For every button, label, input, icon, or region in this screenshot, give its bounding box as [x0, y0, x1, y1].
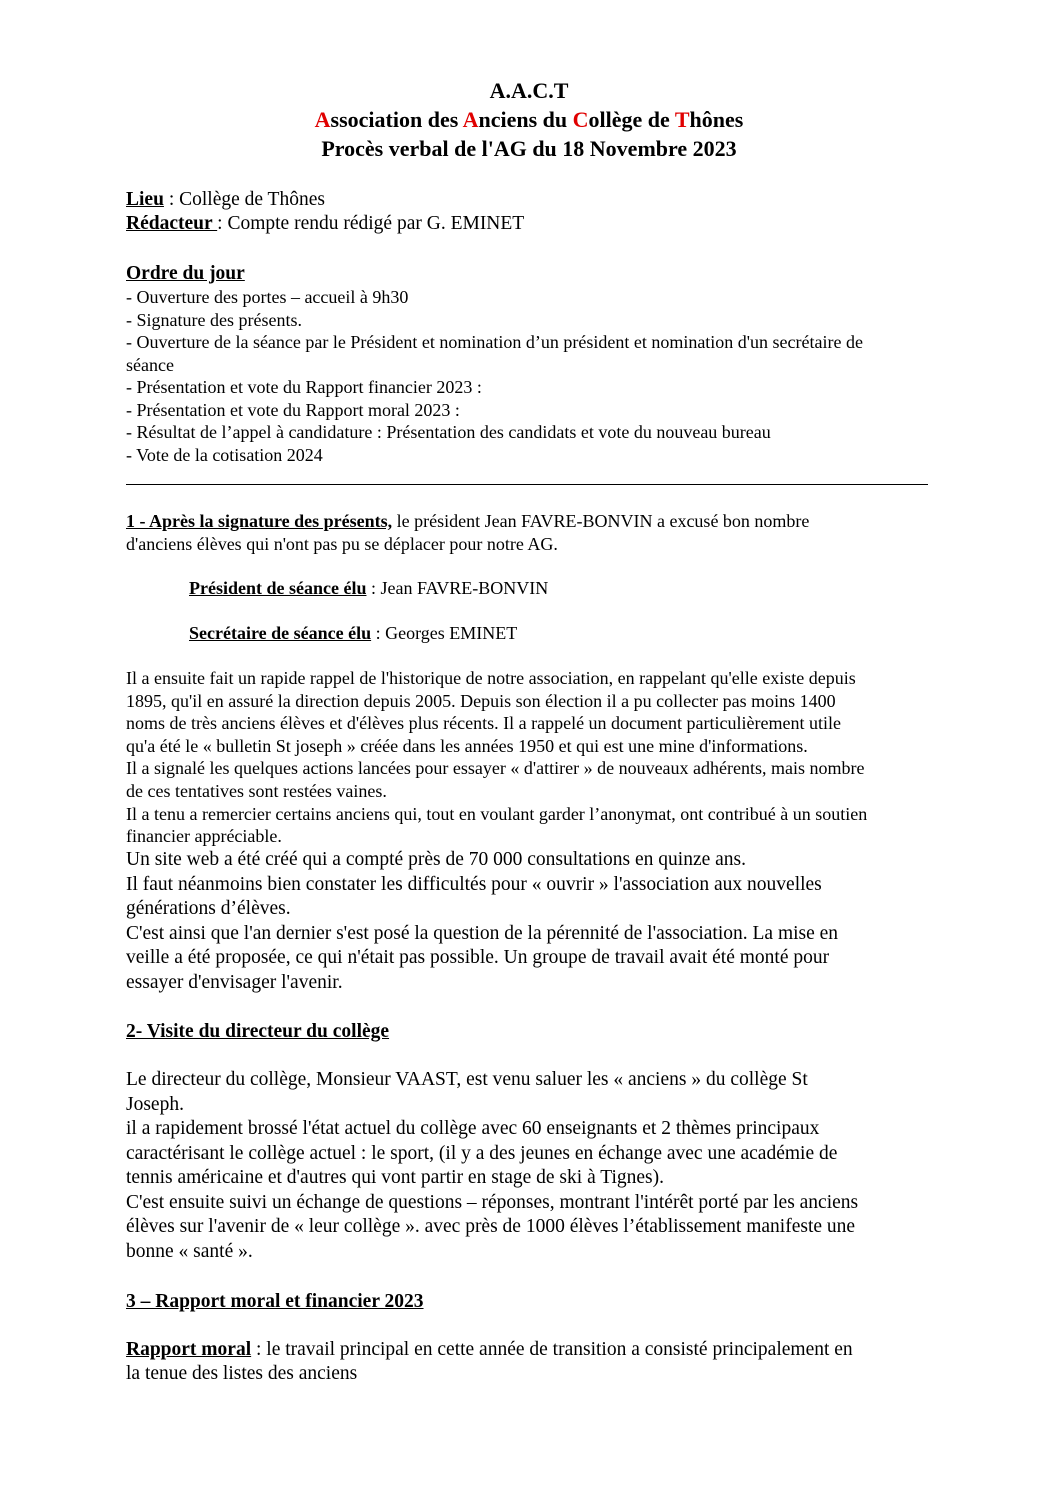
paragraph-line: 1895, qu'il en assuré la direction depuis 2005. Depuis son élection il a pu collecter pas moins 1400	[126, 690, 836, 711]
paragraph-line: noms de très anciens élèves et d'élèves plus récents. Il a rappelé un document particulièrement utile	[126, 713, 841, 734]
section1-body-small	[126, 667, 941, 848]
secretaire-label: Secrétaire de séance élu	[189, 623, 372, 643]
paragraph-line: générations d’élèves.	[126, 898, 291, 919]
title-acronym: A.A.C.T	[489, 78, 569, 103]
redacteur-value: : Compte rendu rédigé par G. EMINET	[217, 213, 525, 234]
paragraph-line: élèves sur l'avenir de « leur collège ». avec près de 1000 élèves l’établissement manifeste une	[126, 1216, 856, 1237]
paragraph-line: essayer d'envisager l'avenir.	[126, 971, 343, 993]
lieu-value: : Collège de Thônes	[163, 189, 325, 210]
president-seance	[189, 577, 548, 599]
section1-body-large	[126, 848, 941, 995]
agenda-item: - Présentation et vote du Rapport financier 2023 :	[126, 377, 482, 397]
agenda-item: - Vote de la cotisation 2024	[126, 444, 323, 465]
agenda-item: - Ouverture de la séance par le Président et nomination d’un président et nomination d'un secrétaire de	[126, 332, 863, 352]
separator-line	[126, 484, 928, 485]
paragraph-line: Le directeur du collège, Monsieur VAAST, est venu saluer les « anciens » du collège St	[126, 1069, 808, 1090]
title-initial-letter: A	[314, 107, 331, 132]
title-text-segment: ollège de	[588, 107, 675, 132]
section3-heading: 3 – Rapport moral et financier 2023	[126, 1291, 424, 1312]
paragraph-line: Il a ensuite fait un rapide rappel de l'historique de notre association, en rappelant qu'elle existe depuis	[126, 668, 856, 688]
agenda-list	[126, 286, 941, 466]
title-text-segment: hônes	[689, 107, 744, 132]
secretaire-value: : Georges EMINET	[371, 623, 518, 643]
paragraph-line: Il a signalé les quelques actions lancées pour essayer « d'attirer » de nouveaux adhérents, mais nombre	[126, 758, 865, 779]
paragraph-line: caractérisant le collège actuel : le sport, (il y a des jeunes en échange avec une académie de	[126, 1142, 838, 1164]
agenda-item: - Résultat de l’appel à candidature : Présentation des candidats et vote du nouveau bureau	[126, 422, 771, 442]
president-value: : Jean FAVRE-BONVIN	[366, 578, 549, 598]
agenda-heading: Ordre du jour	[126, 263, 245, 284]
title-text-segment: ssociation des	[330, 107, 463, 132]
title-initial-letter: T	[674, 107, 690, 132]
title-association-name	[0, 105, 1058, 134]
document-title	[0, 76, 1058, 163]
paragraph-line: qu'a été le « bulletin St joseph » créée dans les années 1950 et qui est une mine d'informations.	[126, 735, 808, 756]
section1-intro-line2: d'anciens élèves qui n'ont pas pu se déplacer pour notre AG.	[126, 534, 558, 554]
lieu-label: Lieu	[126, 189, 164, 210]
title-initial-letter: C	[572, 107, 589, 132]
paragraph-line: bonne « santé ».	[126, 1240, 253, 1262]
agenda-item: séance	[126, 354, 174, 375]
paragraph-line: il a rapidement brossé l'état actuel du collège avec 60 enseignants et 2 thèmes principaux	[126, 1118, 820, 1139]
agenda-item: - Signature des présents.	[126, 309, 302, 330]
secretaire-seance	[189, 622, 517, 644]
section2-heading: 2- Visite du directeur du collège	[126, 1021, 390, 1042]
paragraph-line: Il faut néanmoins bien constater les difficultés pour « ouvrir » l'association aux nouvelles	[126, 873, 822, 895]
agenda-item: - Présentation et vote du Rapport moral 2023 :	[126, 399, 460, 420]
section1-heading: 1 - Après la signature des présents,	[126, 511, 393, 531]
redacteur-label: Rédacteur	[126, 213, 218, 234]
paragraph-line: de ces tentatives sont restées vaines.	[126, 780, 387, 801]
paragraph-line: Joseph.	[126, 1093, 184, 1115]
title-subject: Procès verbal de l'AG du 18 Novembre 2023	[321, 136, 737, 161]
meta-redacteur	[126, 212, 524, 236]
paragraph-line: C'est ensuite suivi un échange de questions – réponses, montrant l'intérêt porté par les anciens	[126, 1191, 859, 1213]
meta-lieu	[126, 188, 325, 212]
title-initial-letter: A	[462, 107, 479, 132]
section2-body	[126, 1068, 941, 1264]
section1-intro	[126, 510, 809, 532]
rapport-moral-line1	[126, 1338, 853, 1362]
section1-intro-text: le président Jean FAVRE-BONVIN a excusé bon nombre	[392, 511, 810, 531]
paragraph-line: tennis américaine et d'autres qui vont partir en stage de ski à Tignes).	[126, 1167, 665, 1188]
agenda-item: - Ouverture des portes – accueil à 9h30	[126, 287, 409, 307]
paragraph-line: Il a tenu a remercier certains anciens qui, tout en voulant garder l’anonymat, ont contribué à un soutien	[126, 803, 868, 824]
paragraph-line: veille a été proposée, ce qui n'était pas possible. Un groupe de travail avait été monté pour	[126, 947, 830, 968]
rapport-moral-text: : le travail principal en cette année de transition a consisté principalement en	[251, 1339, 853, 1360]
president-label: Président de séance élu	[189, 578, 367, 598]
title-text-segment: nciens du	[478, 107, 573, 132]
paragraph-line: C'est ainsi que l'an dernier s'est posé la question de la pérennité de l'association. La mise en	[126, 922, 839, 944]
rapport-moral-line2: la tenue des listes des anciens	[126, 1363, 358, 1384]
paragraph-line: financier appréciable.	[126, 826, 282, 847]
rapport-moral-label: Rapport moral	[126, 1339, 252, 1360]
paragraph-line: Un site web a été créé qui a compté près de 70 000 consultations en quinze ans.	[126, 849, 747, 870]
